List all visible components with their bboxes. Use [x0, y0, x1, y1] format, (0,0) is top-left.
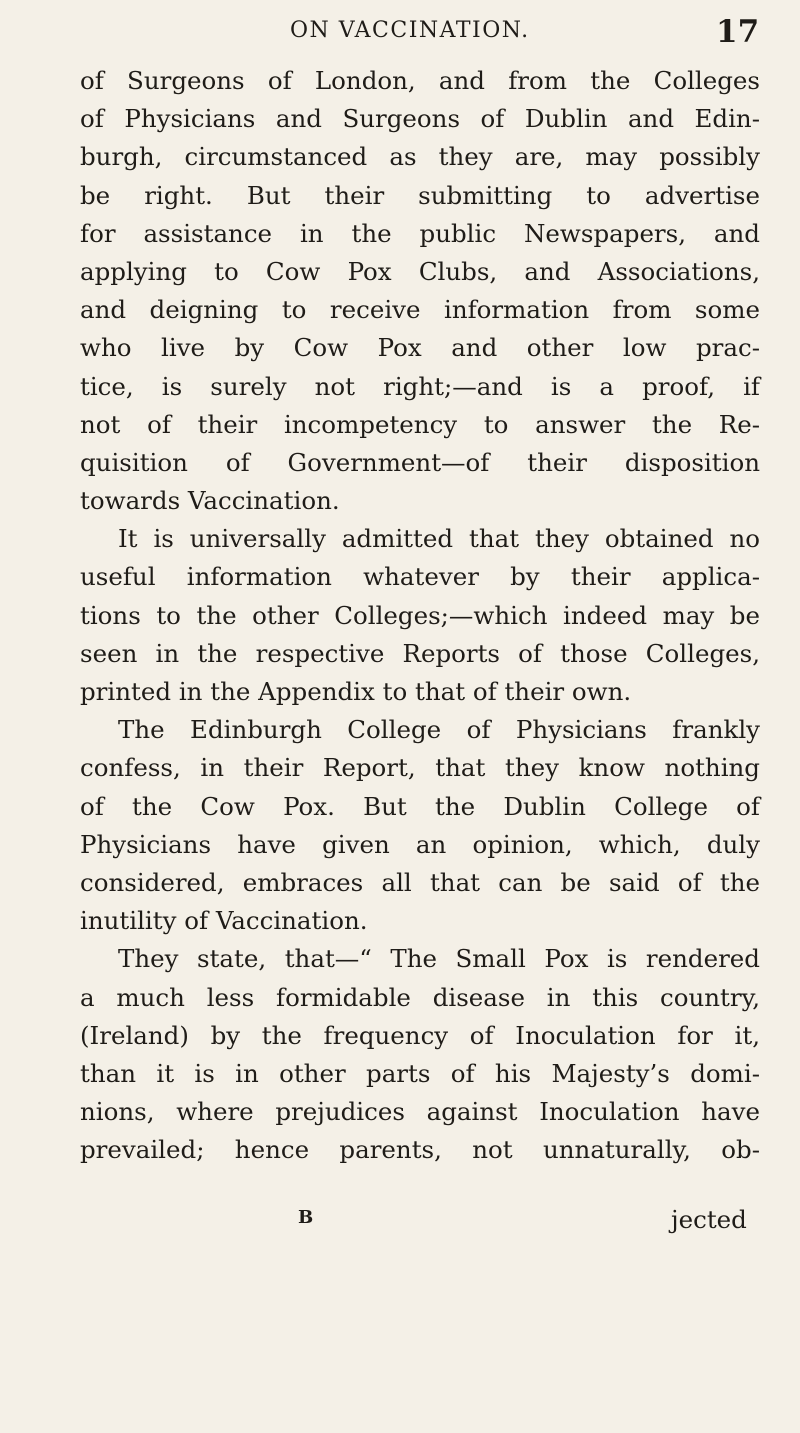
text-line: It is universally admitted that they obtained no: [118, 524, 760, 554]
text-line: tice, is surely not right;—and is a proof, if: [80, 371, 760, 401]
text-line: a much less formidable disease in this country,: [80, 982, 760, 1012]
text-line: useful information whatever by their applica-: [80, 562, 760, 592]
text-line: applying to Cow Pox Clubs, and Associations,: [80, 256, 760, 286]
text-line: They state, that—“ The Small Pox is rendered: [118, 944, 760, 974]
page-footer: [0, 1205, 800, 1245]
text-line: seen in the respective Reports of those Colleges,: [80, 638, 760, 668]
text-line: of the Cow Pox. But the Dublin College of: [80, 791, 760, 821]
signature-mark: B: [298, 1207, 315, 1228]
text-line: inutility of Vaccination.: [80, 906, 368, 936]
text-line: prevailed; hence parents, not unnaturally, ob-: [80, 1135, 760, 1165]
text-line: and deigning to receive information from some: [80, 295, 760, 325]
page-number: 17: [716, 14, 760, 50]
text-line: The Edinburgh College of Physicians frankly: [118, 715, 760, 745]
text-line: of Surgeons of London, and from the Colleges: [80, 66, 760, 95]
body-text: [80, 62, 760, 1169]
text-line: for assistance in the public Newspapers, and: [80, 218, 760, 248]
text-line: who live by Cow Pox and other low prac-: [80, 333, 760, 363]
text-line: tions to the other Colleges;—which indeed may be: [80, 600, 760, 630]
text-line: (Ireland) by the frequency of Inoculation for it,: [80, 1020, 760, 1050]
paragraph: [80, 520, 760, 711]
page-header: [0, 14, 800, 54]
text-line: nions, where prejudices against Inoculation have: [80, 1097, 760, 1127]
text-line: than it is in other parts of his Majesty’s domi-: [80, 1058, 760, 1088]
text-line: Physicians have given an opinion, which, duly: [80, 829, 760, 859]
text-line: considered, embraces all that can be said of the: [80, 867, 760, 897]
paragraph: [80, 62, 760, 520]
text-line: of Physicians and Surgeons of Dublin and Edin-: [80, 104, 760, 134]
text-line: towards Vaccination.: [80, 486, 340, 516]
text-line: be right. But their submitting to advertise: [80, 180, 760, 210]
paragraph: [80, 940, 760, 1169]
text-line: not of their incompetency to answer the Re-: [80, 409, 760, 439]
text-line: burgh, circumstanced as they are, may possibly: [80, 142, 760, 172]
text-line: confess, in their Report, that they know nothing: [80, 753, 760, 783]
catchword: jected: [671, 1205, 747, 1234]
text-line: quisition of Government—of their disposition: [80, 447, 760, 477]
paragraph: [80, 711, 760, 940]
text-line: printed in the Appendix to that of their own.: [80, 677, 632, 706]
running-head: ON VACCINATION.: [290, 18, 530, 43]
